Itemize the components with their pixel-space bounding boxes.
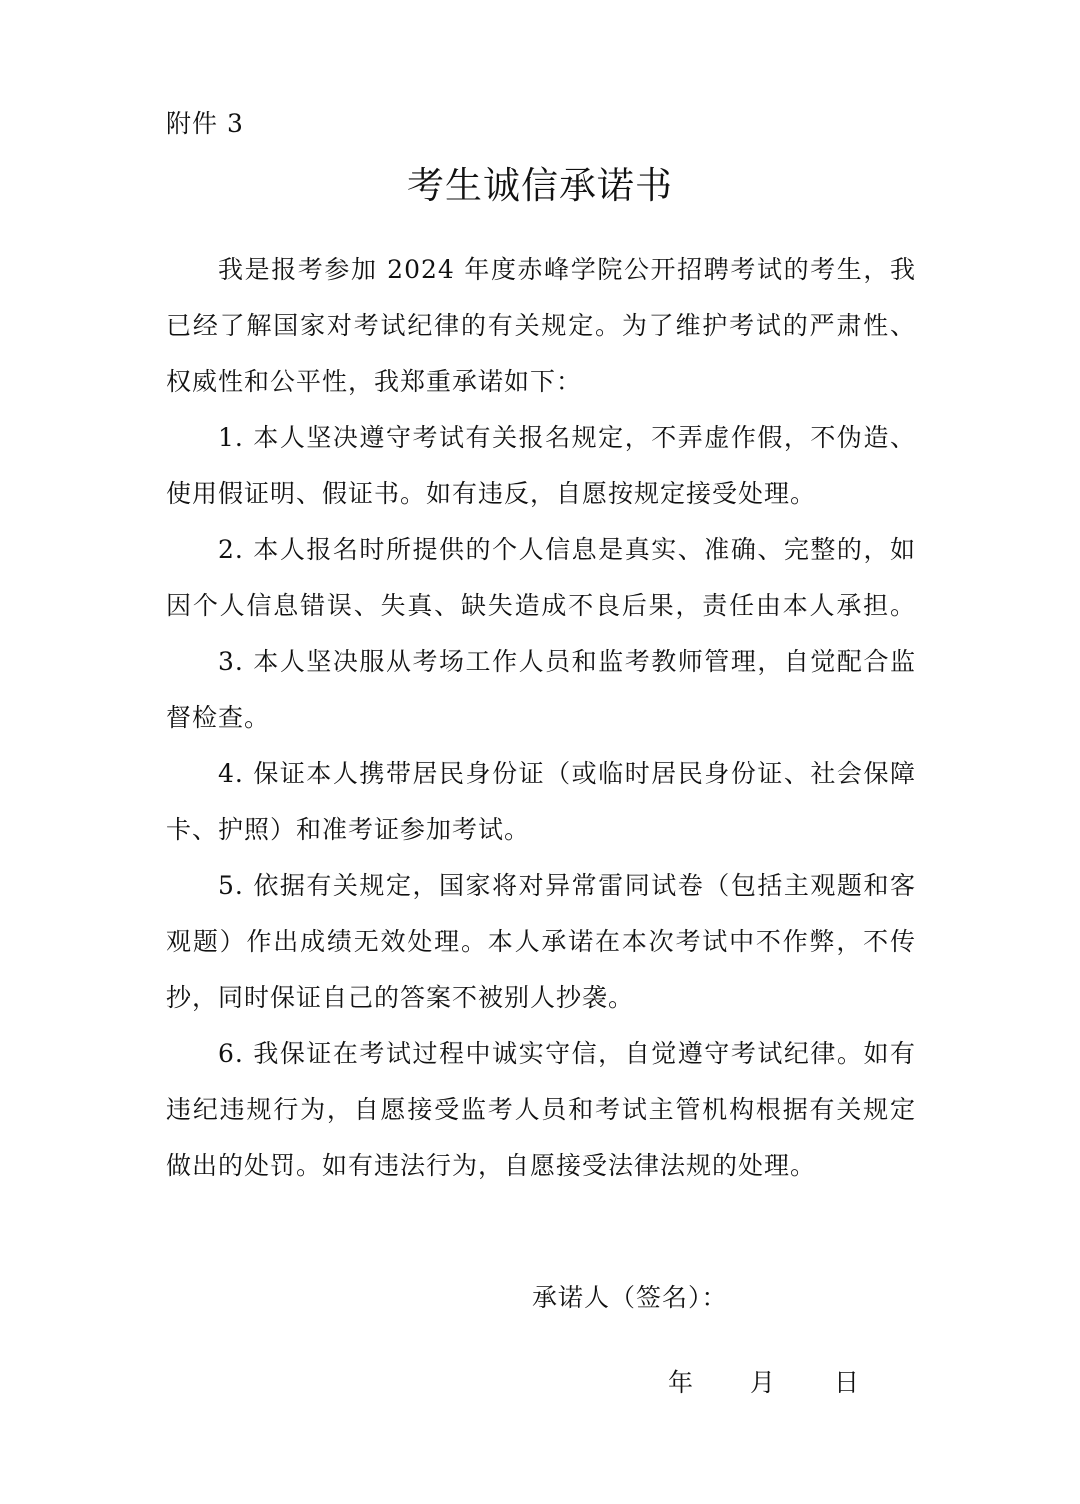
commitment-1-line-1: 1. 本人坚决遵守考试有关报名规定，不弄虚作假，不伪造、 — [218, 423, 916, 452]
day-label: 日 — [834, 1368, 861, 1397]
commitment-5-line-3: 抄，同时保证自己的答案不被别人抄袭。 — [166, 983, 635, 1012]
month-label: 月 — [750, 1368, 777, 1397]
commitment-2-line-2: 因个人信息错误、失真、缺失造成不良后果，责任由本人承担。 — [166, 591, 916, 620]
commitment-6-line-2: 违纪违规行为，自愿接受监考人员和考试主管机构根据有关规定 — [166, 1095, 916, 1124]
signature-label: 承诺人（签名）： — [532, 1283, 728, 1312]
signature-date — [668, 1363, 861, 1403]
intro-line-2: 已经了解国家对考试纪律的有关规定。为了维护考试的严肃性、 — [166, 311, 916, 340]
commitment-5-line-2: 观题）作出成绩无效处理。本人承诺在本次考试中不作弊，不传 — [166, 927, 916, 956]
commitment-5-line-1: 5. 依据有关规定，国家将对异常雷同试卷（包括主观题和客 — [218, 871, 916, 900]
document-title: 考生诚信承诺书 — [407, 164, 673, 207]
commitment-2-line-1: 2. 本人报名时所提供的个人信息是真实、准确、完整的，如 — [218, 535, 916, 564]
commitment-4-line-2: 卡、护照）和准考证参加考试。 — [166, 815, 531, 844]
commitment-4-line-1: 4. 保证本人携带居民身份证（或临时居民身份证、社会保障 — [218, 759, 916, 788]
commitment-1-line-2: 使用假证明、假证书。如有违反，自愿按规定接受处理。 — [166, 479, 817, 508]
intro-line-1: 我是报考参加 2024 年度赤峰学院公开招聘考试的考生，我 — [218, 255, 916, 284]
commitment-3-line-2: 督检查。 — [166, 703, 271, 732]
year-label: 年 — [668, 1368, 695, 1397]
intro-line-3: 权威性和公平性，我郑重承诺如下： — [166, 367, 583, 396]
attachment-label: 附件 3 — [166, 109, 244, 138]
commitment-6-line-3: 做出的处罚。如有违法行为，自愿接受法律法规的处理。 — [166, 1151, 817, 1180]
commitment-6-line-1: 6. 我保证在考试过程中诚实守信，自觉遵守考试纪律。如有 — [218, 1039, 916, 1068]
commitment-3-line-1: 3. 本人坚决服从考场工作人员和监考教师管理，自觉配合监 — [218, 647, 916, 676]
